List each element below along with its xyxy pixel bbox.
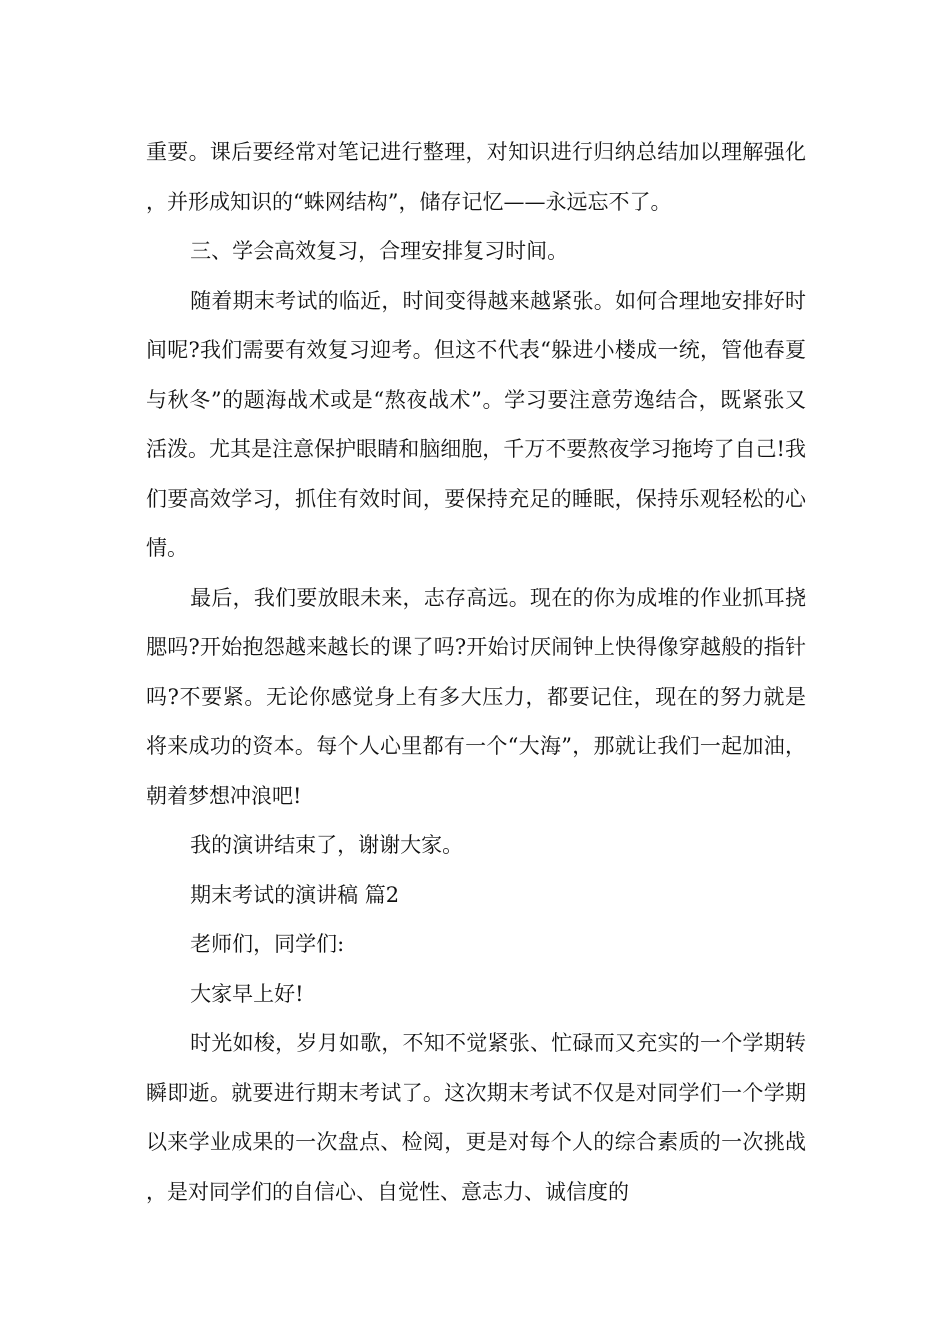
document-body xyxy=(146,128,806,1217)
greeting: 大家早上好! xyxy=(190,981,304,1006)
paragraph-review-time: 随着期末考试的临近，时间变得越来越紧张。如何合理地安排好时间呢?我们需要有效复习迎考。但这不代表“躲进小楼成一统，管他春夏与秋冬”的题海战术或是“熬夜战术”。学习要注意劳逸结合，既紧张又活泼。尤其是注意保护眼睛和脑细胞，千万不要熬夜学习拖垮了自己!我们要高效学习，抓住有效时间，要保持充足的睡眠，保持乐观轻松的心情。 xyxy=(146,288,806,560)
paragraph-closing: 我的演讲结束了，谢谢大家。 xyxy=(190,833,464,857)
section-heading-review: 三、学会高效复习，合理安排复习时间。 xyxy=(190,239,569,263)
paragraph-semester: 时光如梭，岁月如歌，不知不觉紧张、忙碌而又充实的一个学期转瞬即逝。就要进行期末考试了。这次期末考试不仅是对同学们一个学期以来学业成果的一次盘点、检阅，更是对每个人的综合素质的一次挑战，是对同学们的自信心、自觉性、意志力、诚信度的 xyxy=(146,1031,806,1204)
salutation: 老师们，同学们: xyxy=(190,932,345,956)
paragraph-continuation: 重要。课后要经常对笔记进行整理，对知识进行归纳总结加以理解强化，并形成知识的“蛛网结构”，储存记忆——永远忘不了。 xyxy=(146,140,806,214)
speech-title-part-2: 期末考试的演讲稿 篇2 xyxy=(190,882,400,907)
paragraph-future: 最后，我们要放眼未来，志存高远。现在的你为成堆的作业抓耳挠腮吗?开始抱怨越来越长的课了吗?开始讨厌闹钟上快得像穿越般的指针吗?不要紧。无论你感觉身上有多大压力，都要记住，现在的努力就是将来成功的资本。每个人心里都有一个“大海”，那就让我们一起加油，朝着梦想冲浪吧! xyxy=(146,585,806,808)
